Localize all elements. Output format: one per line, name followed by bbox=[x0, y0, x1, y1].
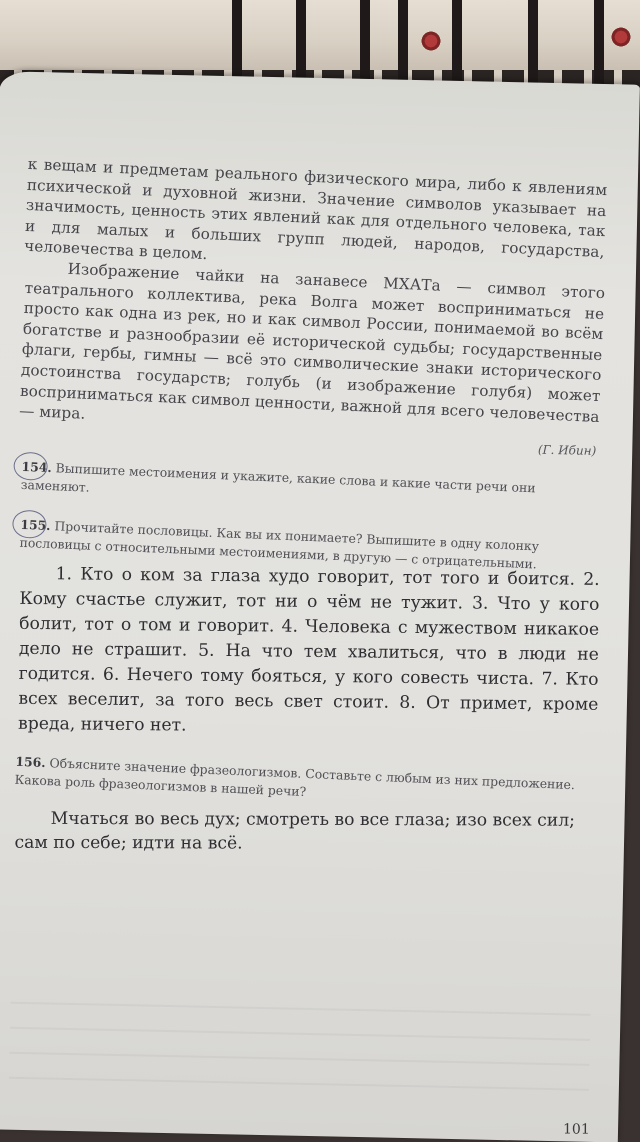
book-page bbox=[0, 71, 640, 1142]
intro-paragraph: к вещам и предметам реального физического мира, либо к явлениям психической и духовной жизни. Значение символов указывает на значимость, ценность этих явлений как для отдельного человека, так и для малых и больших групп людей, народов, государства, человечества в целом. bbox=[23, 154, 608, 264]
task-154-text: Выпишите местоимения и укажите, какие слова и какие части речи они заменяют. bbox=[20, 459, 536, 496]
pen-circle-mark bbox=[12, 509, 47, 538]
proverbs-body: 1. Кто о ком за глаза худо говорит, тот того и боится. 2. Кому счастье служит, тот ни о чём не тужит. 3. Что у кого болит, тот о том и говорит. 4. Человека с мужеством никакое дело не страшит. 5. На что тем хвалиться, что в люди не годится. 6. Нечего тому бояться, у кого совесть чиста. 7. Кто всех веселит, за того весь свет стоит. 8. От примет, кроме вреда, ничего нет. bbox=[18, 563, 600, 736]
task-154-number: 154. bbox=[21, 458, 53, 475]
page-content bbox=[14, 154, 609, 867]
phraseologisms-body: Мчаться во весь дух; смотреть во все глаза; изо всех сил; сам по себе; идти на всё. bbox=[14, 808, 575, 854]
task-154 bbox=[20, 458, 601, 518]
pen-circle-mark bbox=[13, 451, 48, 480]
task-156-text: Объясните значение фразеологизмов. Составьте с любым из них предложение. Какова роль фразеологизмов в нашей речи? bbox=[14, 754, 576, 799]
task-156 bbox=[14, 752, 595, 812]
task-155-number: 155. bbox=[20, 516, 51, 533]
page-number: 101 bbox=[563, 1121, 591, 1138]
proverbs-text bbox=[18, 562, 600, 743]
task-155-text: Прочитайте пословицы. Как вы их понимаете? Выпишите в одну колонку пословицы с относительными местоимениями, в другую — с отрицательными. bbox=[19, 517, 540, 572]
phraseologisms-text bbox=[15, 806, 595, 856]
task-156-number: 156. bbox=[15, 753, 46, 770]
main-paragraph: Изображение чайки на занавесе МХАТа — символ этого театрального коллектива, река Волга может восприниматься не просто как одна из рек, но и как символ России, понимаемой во всём богатстве и разнообразии её исторической судьбы; государственные флаги, гербы, гимны — всё это символические знаки исторического достоинства государств; голубь (и изображение голубя) может восприниматься как символ ценности, важной для всего человечества — мира. bbox=[18, 259, 606, 426]
author-signature: (Г. Ибин) bbox=[537, 442, 597, 458]
